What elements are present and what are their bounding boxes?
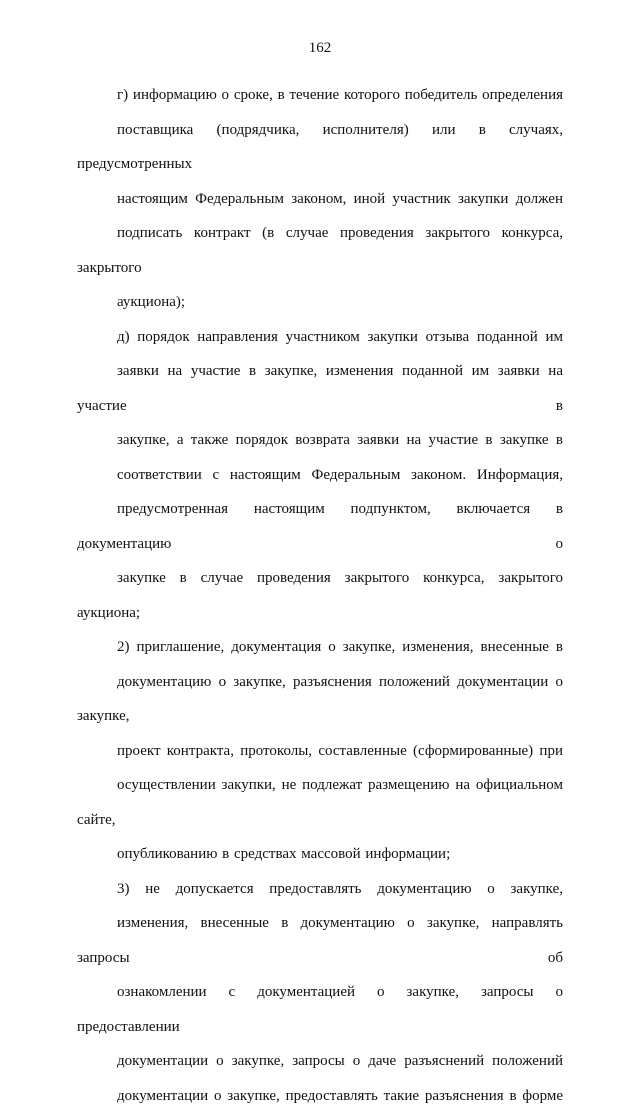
text-line: настоящим Федеральным законом, иной участник закупки должен [77, 182, 563, 217]
paragraph-3 [77, 872, 563, 1113]
text-line: закупке в случае проведения закрытого конкурса, закрытого аукциона; [77, 561, 563, 630]
text-line: подписать контракт (в случае проведения закрытого конкурса, закрытого [77, 216, 563, 285]
paragraph-d [77, 320, 563, 631]
text-line: документации о закупке, предоставлять такие разъяснения в форме [77, 1079, 563, 1113]
text-line: г) информацию о сроке, в течение которого победитель определения [77, 78, 563, 113]
text-line: осуществлении закупки, не подлежат размещению на официальном сайте, [77, 768, 563, 837]
text-line: 3) не допускается предоставлять документацию о закупке, [77, 872, 563, 907]
text-line: 2) приглашение, документация о закупке, изменения, внесенные в [77, 630, 563, 665]
text-line: предусмотренная настоящим подпунктом, включается в документацию о [77, 492, 563, 561]
paragraph-2 [77, 630, 563, 872]
text-line: документацию о закупке, разъяснения положений документации о закупке, [77, 665, 563, 734]
text-line: д) порядок направления участником закупки отзыва поданной им [77, 320, 563, 355]
text-line: ознакомлении с документацией о закупке, запросы о предоставлении [77, 975, 563, 1044]
text-line: документации о закупке, запросы о даче разъяснений положений [77, 1044, 563, 1079]
page-number: 162 [0, 40, 640, 57]
text-line: проект контракта, протоколы, составленные (сформированные) при [77, 734, 563, 769]
text-line: соответствии с настоящим Федеральным законом. Информация, [77, 458, 563, 493]
document-body [77, 78, 563, 1113]
text-line: закупке, а также порядок возврата заявки на участие в закупке в [77, 423, 563, 458]
text-line: аукциона); [77, 285, 563, 320]
text-line: опубликованию в средствах массовой информации; [77, 837, 563, 872]
text-line: заявки на участие в закупке, изменения поданной им заявки на участие в [77, 354, 563, 423]
text-line: изменения, внесенные в документацию о закупке, направлять запросы об [77, 906, 563, 975]
paragraph-g [77, 78, 563, 320]
text-line: поставщика (подрядчика, исполнителя) или в случаях, предусмотренных [77, 113, 563, 182]
